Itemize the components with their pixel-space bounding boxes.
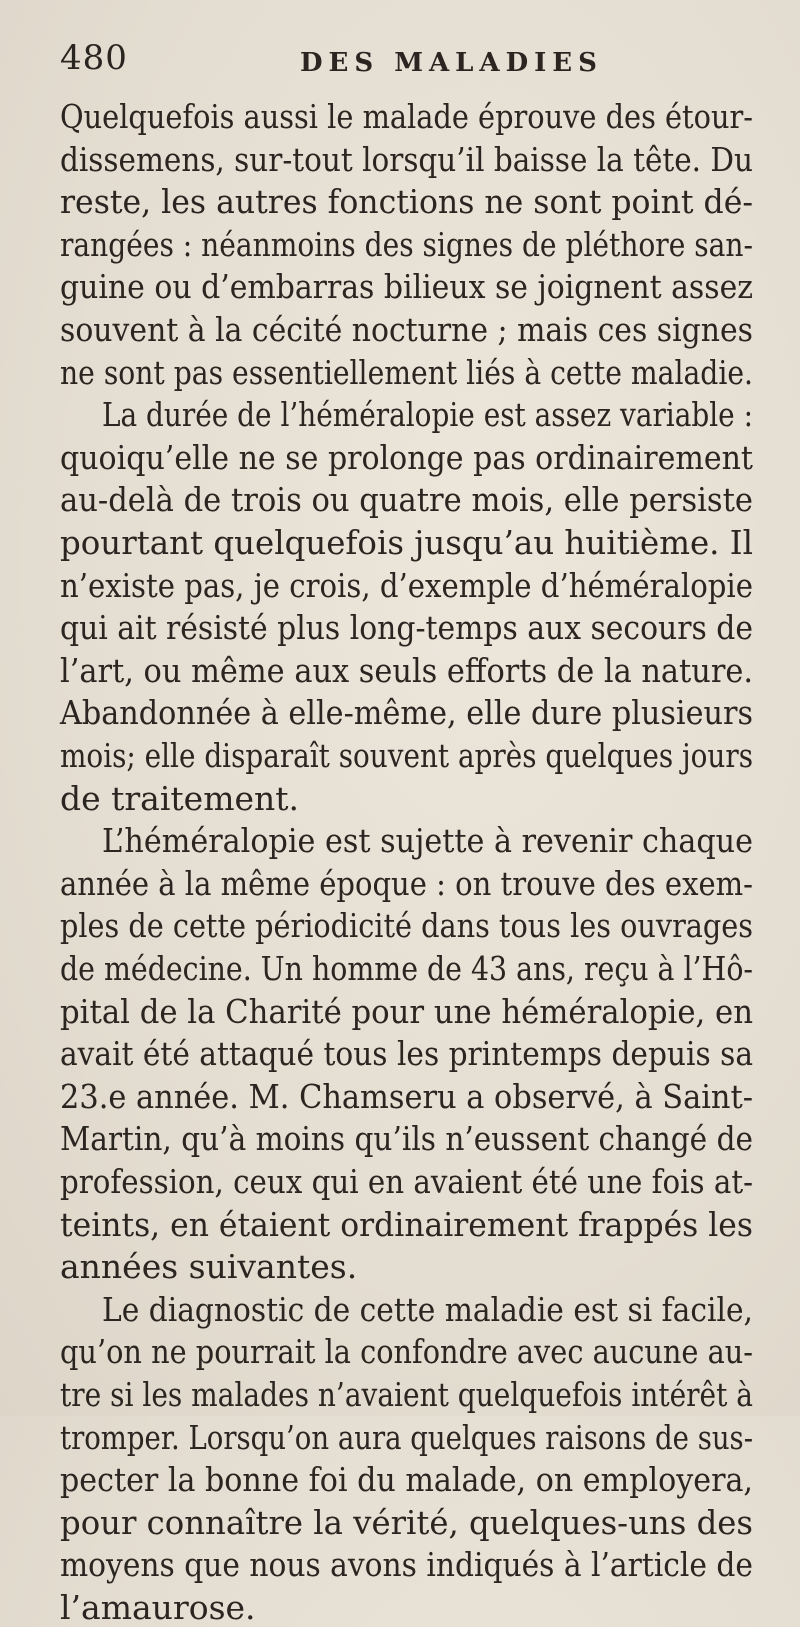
text-line: teints, en étaient ordinairement frappés les	[60, 1204, 753, 1244]
text-line: ne sont pas essentiellement liés à cette maladie.	[60, 352, 753, 392]
text-line: pital de la Charité pour une héméralopie, en	[60, 991, 753, 1031]
text-line: pourtant quelquefois jusqu’au huitième. Il	[60, 523, 753, 562]
text-line: souvent à la cécité nocturne ; mais ces signes	[60, 310, 753, 349]
text-line: quoiqu’elle ne se prolonge pas ordinairement	[60, 437, 753, 477]
text-line: Le diagnostic de cette maladie est si facile,	[102, 1289, 753, 1329]
text-line: ples de cette périodicité dans tous les ouvrages	[60, 906, 753, 946]
text-line: de médecine. Un homme de 43 ans, reçu à l’Hô-	[60, 949, 753, 988]
text-line: qu’on ne pourrait la confondre avec aucune au-	[60, 1332, 753, 1372]
page-number: 480	[60, 38, 128, 78]
text-line: dissemens, sur-tout lorsqu’il baisse la tête. Du	[60, 139, 753, 179]
text-line: tromper. Lorsqu’on aura quelques raisons de sus-	[60, 1417, 753, 1457]
text-line: tre si les malades n’avaient quelquefois intérêt à	[60, 1375, 753, 1414]
text-line: années suivantes.	[60, 1247, 358, 1287]
text-line: La durée de l’héméralopie est assez variable :	[102, 395, 753, 435]
text-line: L’héméralopie est sujette à revenir chaque	[102, 821, 753, 861]
text-line: Abandonnée à elle-même, elle dure plusieurs	[60, 693, 753, 733]
text-line: 23.e année. M. Chamseru a observé, à Saint-	[60, 1076, 753, 1116]
text-line: l’amaurose.	[60, 1588, 256, 1627]
text-line: moyens que nous avons indiqués à l’article de	[60, 1545, 753, 1585]
text-line: l’art, ou même aux seuls efforts de la nature.	[60, 650, 753, 690]
text-line: qui ait résisté plus long-temps aux secours de	[60, 608, 753, 648]
text-line: n’existe pas, je crois, d’exemple d’héméralopie	[60, 565, 753, 605]
text-line: guine ou d’embarras bilieux se joignent assez	[60, 267, 753, 307]
text-line: profession, ceux qui en avaient été une fois at-	[60, 1162, 753, 1201]
text-line: Quelquefois aussi le malade éprouve des étour-	[60, 97, 753, 136]
text-line: avait été attaqué tous les printemps depuis sa	[60, 1034, 753, 1074]
text-line: année à la même époque : on trouve des exem-	[60, 863, 753, 903]
text-line: pecter la bonne foi du malade, on employera,	[60, 1460, 753, 1500]
text-line: Martin, qu’à moins qu’ils n’eussent changé de	[60, 1119, 753, 1159]
text-line: de traitement.	[60, 778, 300, 818]
text-line: rangées : néanmoins des signes de pléthore san-	[60, 224, 753, 264]
text-line: pour connaître la vérité, quelques-uns des	[60, 1502, 753, 1542]
running-title: DES MALADIES	[300, 48, 603, 78]
text-line: reste, les autres fonctions ne sont point dé-	[60, 182, 753, 222]
text-line: mois; elle disparaît souvent après quelques jours	[60, 736, 753, 775]
text-line: au-delà de trois ou quatre mois, elle persiste	[60, 480, 753, 520]
page-header	[60, 38, 760, 88]
